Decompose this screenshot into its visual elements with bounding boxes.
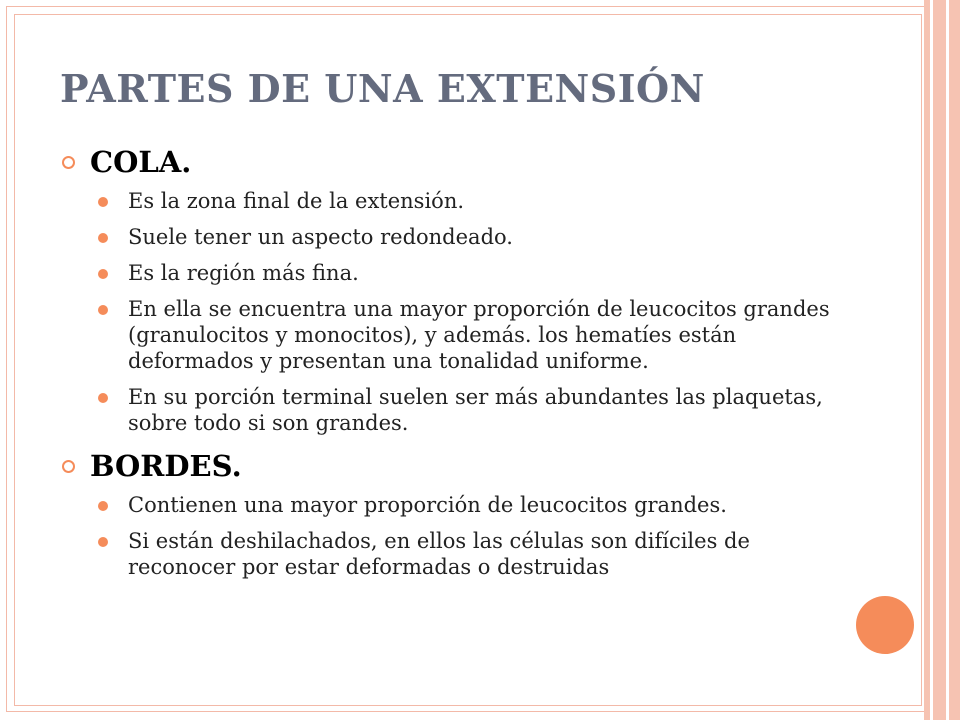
list-item: [62, 528, 842, 580]
section-heading-text: BORDES.: [90, 449, 242, 483]
ring-bullet-icon: [62, 460, 75, 473]
list-item: [62, 296, 842, 374]
list-item: [62, 224, 842, 250]
list-item: [62, 492, 842, 518]
section-bordes: [62, 446, 842, 580]
dot-bullet-icon: [98, 269, 108, 279]
ring-bullet-icon: [62, 156, 75, 169]
dot-bullet-icon: [98, 537, 108, 547]
section-heading-text: COLA.: [90, 145, 192, 179]
bullet-list: [62, 492, 842, 580]
section-cola: [62, 142, 842, 436]
dot-bullet-icon: [98, 197, 108, 207]
list-item-text: En su porción terminal suelen ser más abundantes las plaquetas, sobre todo si son grandes.: [128, 385, 823, 435]
list-item-text: En ella se encuentra una mayor proporción de leucocitos grandes (granulocitos y monocitos), y además. los hematíes están deformados y presentan una tonalidad uniforme.: [128, 297, 830, 373]
list-item-text: Es la zona final de la extensión.: [128, 189, 465, 213]
list-item-text: Contienen una mayor proporción de leucocitos grandes.: [128, 493, 727, 517]
section-heading: [62, 142, 842, 182]
dot-bullet-icon: [98, 393, 108, 403]
slide-content: [62, 142, 842, 590]
section-heading: [62, 446, 842, 486]
list-item-text: Si están deshilachados, en ellos las células son difíciles de reconocer por estar deformadas o destruidas: [128, 529, 750, 579]
list-item: [62, 260, 842, 286]
list-item-text: Suele tener un aspecto redondeado.: [128, 225, 513, 249]
bullet-list: [62, 188, 842, 436]
band-stripe: [946, 0, 949, 720]
decorative-circle: [856, 596, 914, 654]
right-decorative-band: [924, 0, 960, 720]
band-stripe: [930, 0, 933, 720]
list-item-text: Es la región más fina.: [128, 261, 359, 285]
dot-bullet-icon: [98, 233, 108, 243]
slide-title: PARTES DE UNA EXTENSIÓN: [60, 66, 705, 111]
list-item: [62, 188, 842, 214]
list-item: [62, 384, 842, 436]
dot-bullet-icon: [98, 501, 108, 511]
dot-bullet-icon: [98, 305, 108, 315]
